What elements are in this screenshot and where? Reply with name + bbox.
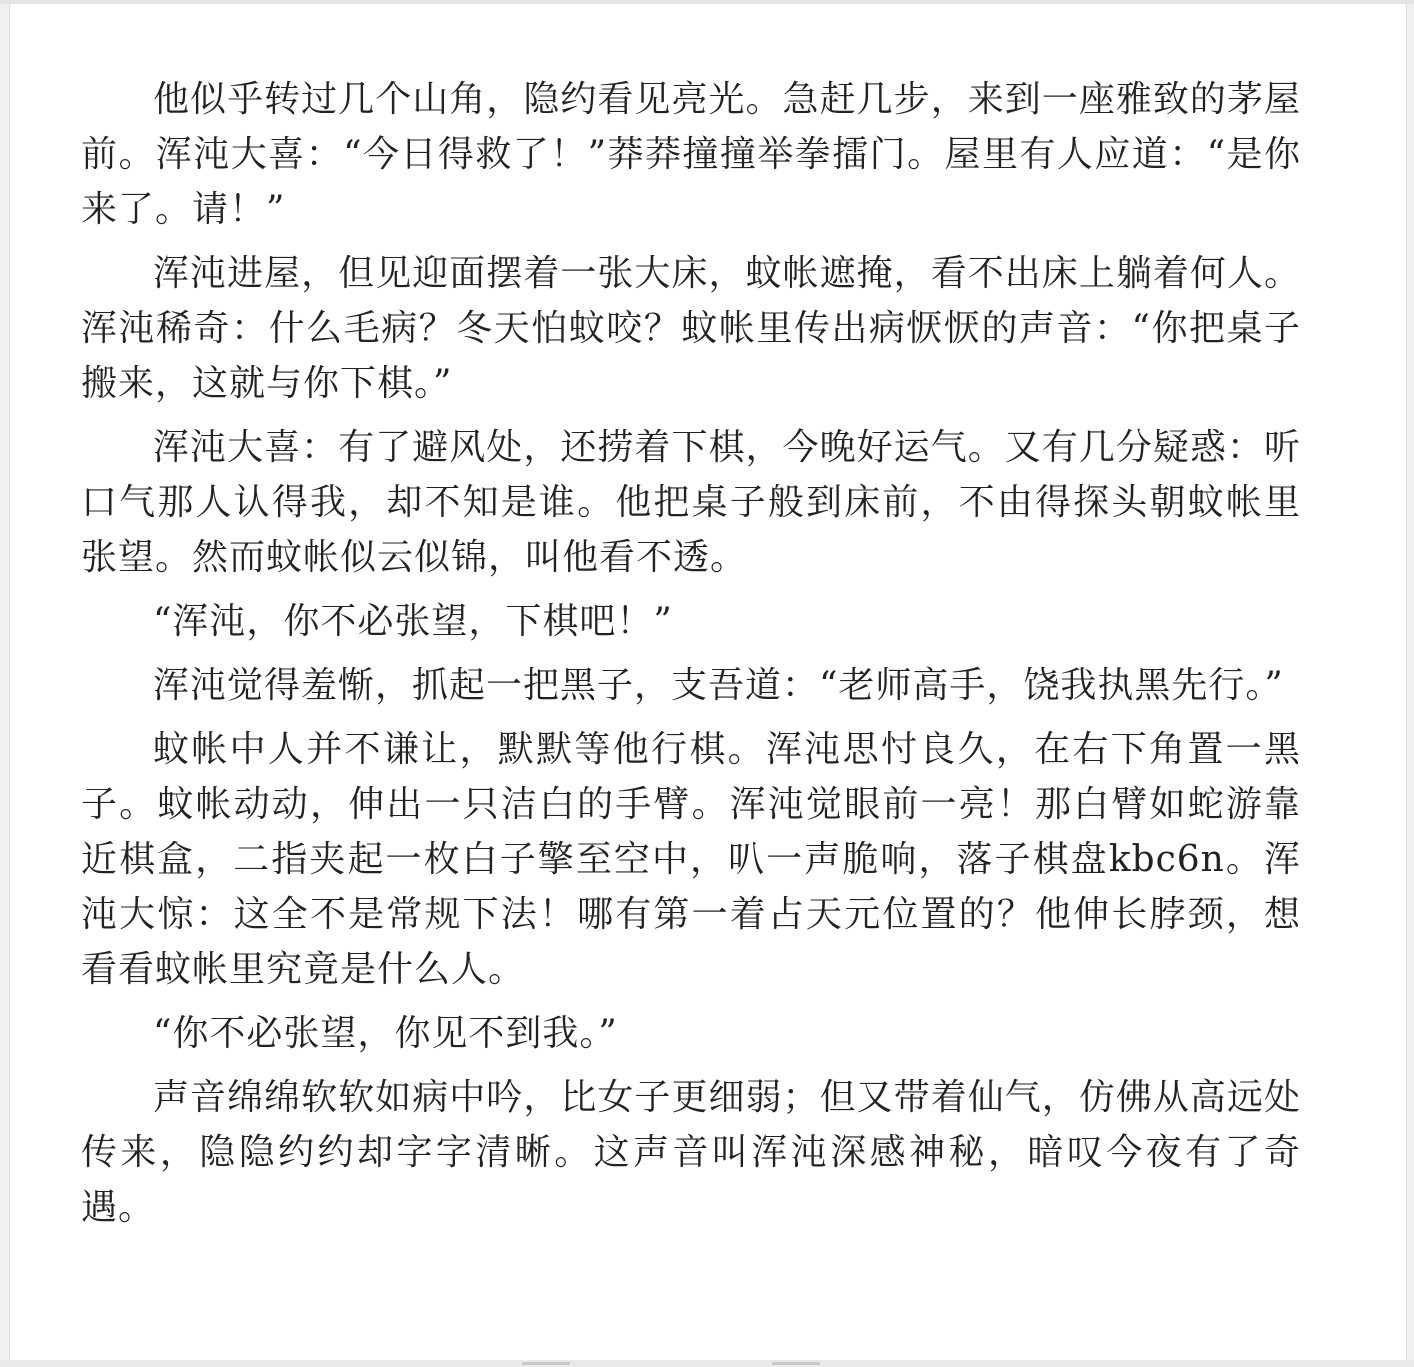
paragraph: 浑沌进屋，但见迎面摆着一张大床，蚊帐遮掩，看不出床上躺着何人。浑沌稀奇：什么毛病？冬天怕蚊咬？蚊帐里传出病恹恹的声音：“你把桌子搬来，这就与你下棋。”	[81, 253, 1301, 404]
paragraph: 他似乎转过几个山角，隐约看见亮光。急赶几步，来到一座雅致的茅屋前。浑沌大喜：“今日得救了！”莽莽撞撞举拳擂门。屋里有人应道：“是你来了。请！”	[81, 79, 1301, 230]
paragraph: 蚊帐中人并不谦让，默默等他行棋。浑沌思忖良久，在右下角置一黑子。蚊帐动动，伸出一只洁白的手臂。浑沌觉眼前一亮！那白臂如蛇游靠近棋盒，二指夹起一枚白子擎至空中，叭一声脆响，落子棋盘kbc6n。浑沌大惊：这全不是常规下法！哪有第一着占天元位置的？他伸长脖颈，想看看蚊帐里究竟是什么人。	[81, 729, 1301, 990]
paragraph: 浑沌觉得羞惭，抓起一把黑子，支吾道：“老师高手，饶我执黑先行。”	[153, 665, 1284, 706]
scrollbar-handle[interactable]	[772, 1362, 820, 1365]
scrollbar-handle[interactable]	[522, 1362, 570, 1365]
paragraph: “浑沌，你不必张望，下棋吧！”	[153, 601, 673, 642]
document-body	[81, 72, 1301, 1244]
paragraph: “你不必张望，你见不到我。”	[153, 1013, 618, 1054]
paragraph: 浑沌大喜：有了避风处，还捞着下棋，今晚好运气。又有几分疑惑：听口气那人认得我，却不知是谁。他把桌子般到床前，不由得探头朝蚊帐里张望。然而蚊帐似云似锦，叫他看不透。	[81, 427, 1301, 578]
horizontal-scrollbar-track[interactable]	[0, 1360, 1414, 1367]
document-page	[9, 4, 1407, 1360]
paragraph: 声音绵绵软软如病中吟，比女子更细弱；但又带着仙气，仿佛从高远处传来，隐隐约约却字字清晰。这声音叫浑沌深感神秘，暗叹今夜有了奇遇。	[81, 1077, 1301, 1228]
